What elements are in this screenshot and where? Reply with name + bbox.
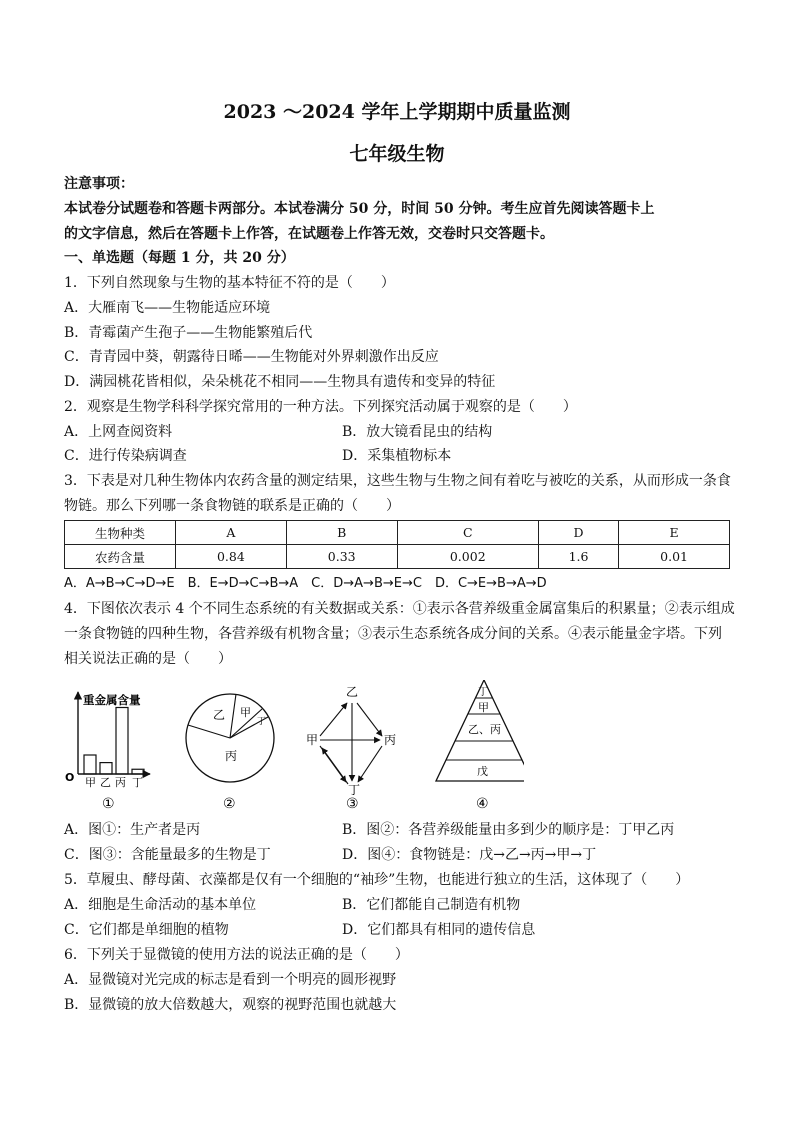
relation-arrow: [358, 746, 382, 782]
q3-options: A．A→B→C→D→E B．E→D→C→B→A C．D→A→B→E→C D．C→E→B→A→D: [64, 576, 547, 591]
figure-4-number: ④: [476, 796, 489, 812]
y-axis-label: 重金属含量: [83, 693, 141, 707]
q4-option-b: B．图②：各营养级能量由多到少的顺序是：丁甲乙丙: [342, 822, 675, 838]
q4-option-d: D．图④：食物链是：戊→乙→丙→甲→丁: [342, 847, 597, 863]
relation-arrow: [357, 703, 382, 736]
notes-line-1: 本试卷分试题卷和答题卡两部分。本试卷满分 50 分，时间 50 分钟。考生应首先阅读答题卡上: [64, 201, 655, 217]
figure-2-number: ②: [223, 796, 236, 812]
q4-figures: [64, 680, 524, 820]
origin-label: O: [65, 771, 75, 784]
table-row: [65, 521, 730, 545]
q2-option-c: C．进行传染病调查: [64, 448, 187, 464]
q4-option-c: C．图③：含能量最多的生物是丁: [64, 847, 271, 863]
pyramid-level: 乙、丙: [468, 723, 501, 736]
pesticide-table: [64, 520, 730, 569]
exam-subtitle: 七年级生物: [349, 143, 445, 165]
bar-label: 乙: [100, 776, 111, 789]
pie-label: 丙: [225, 749, 238, 763]
q4-option-a: A．图①：生产者是丙: [64, 822, 201, 838]
figure-4-pyramid: [436, 680, 524, 812]
q6-option-b: B．显微镜的放大倍数越大，观察的视野范围也就越大: [64, 997, 397, 1013]
q5-option-c: C．它们都是单细胞的植物: [64, 922, 229, 938]
q1-option-b: B．青霉菌产生孢子——生物能繁殖后代: [64, 325, 313, 341]
figure-1-number: ①: [102, 796, 115, 812]
notes-heading: 注意事项：: [64, 176, 134, 192]
notes-line-2: 的文字信息，然后在答题卡上作答，在试题卷上作答无效，交卷时只交答题卡。: [64, 226, 554, 242]
q6-option-a: A．显微镜对光完成的标志是看到一个明亮的圆形视野: [64, 972, 397, 988]
pyramid-level: 甲: [478, 701, 489, 714]
figure-2-pie: [186, 694, 274, 812]
table-cell: 0.01: [619, 545, 730, 569]
q5-row-1: [64, 895, 734, 915]
q5-row-2: [64, 920, 734, 940]
table-cell: D: [538, 521, 618, 545]
figure-3-number: ③: [346, 796, 359, 812]
section-1-heading: 一、单选题（每题 1 分，共 20 分）: [64, 250, 295, 266]
q5-option-b: B．它们都能自己制造有机物: [342, 897, 521, 913]
node-label: 乙: [346, 685, 359, 699]
q2-row-1: [64, 422, 734, 442]
pie-divider: [230, 694, 236, 738]
bar: [84, 755, 96, 774]
bar-label: 甲: [85, 776, 96, 789]
q2-option-d: D．采集植物标本: [342, 448, 452, 464]
q3-stem-2: 物链。那么下列哪一条食物链的联系是正确的（ ）: [64, 498, 400, 514]
bar-label: 丁: [132, 776, 143, 789]
q2-stem: 2．观察是生物学科科学探究常用的一种方法。下列探究活动属于观察的是（ ）: [64, 399, 577, 415]
q1-stem: 1．下列自然现象与生物的基本特征不符的是（ ）: [64, 275, 395, 291]
table-cell: 1.6: [538, 545, 618, 569]
node-label: 丁: [348, 783, 361, 797]
pie-label: 甲: [240, 706, 251, 719]
table-cell: 0.84: [176, 545, 287, 569]
q5-option-d: D．它们都具有相同的遗传信息: [342, 922, 536, 938]
q6-stem: 6．下列关于显微镜的使用方法的说法正确的是（ ）: [64, 947, 409, 963]
table-cell: A: [176, 521, 287, 545]
pyramid-level: 丁: [478, 687, 488, 698]
node-label: 甲: [306, 733, 319, 747]
table-row-label: 生物种类: [65, 521, 176, 545]
q1-option-d: D．满园桃花皆相似，朵朵桃花不相同——生物具有遗传和变异的特征: [64, 374, 496, 390]
bar-label: 丙: [115, 776, 126, 789]
bar: [132, 769, 144, 774]
table-cell: 0.33: [286, 545, 397, 569]
relation-arrow: [322, 748, 348, 784]
q2-option-b: B．放大镜看昆虫的结构: [342, 424, 493, 440]
q4-stem-3: 相关说法正确的是（ ）: [64, 651, 232, 667]
pie-label: 乙: [213, 708, 226, 722]
q2-row-2: [64, 446, 734, 466]
figure-1-bar-chart: [65, 692, 150, 812]
q1-option-a: A．大雁南飞——生物能适应环境: [64, 300, 271, 316]
relation-arrow: [320, 703, 347, 736]
pie-label: 丁: [257, 717, 267, 727]
table-cell: B: [286, 521, 397, 545]
table-cell: C: [397, 521, 538, 545]
q5-stem: 5．草履虫、酵母菌、衣藻都是仅有一个细胞的“袖珍”生物，也能进行独立的生活，这体现了（ ）: [64, 872, 690, 888]
q4-stem-2: 一条食物链的四种生物，各营养级有机物含量；③表示生态系统各成分间的关系。④表示能量金字塔。下列: [64, 626, 722, 642]
table-row-label: 农药含量: [65, 545, 176, 569]
q2-option-a: A．上网查阅资料: [64, 424, 173, 440]
figure-3-relations: [306, 685, 396, 812]
q3-stem-1: 3．下表是对几种生物体内农药含量的测定结果，这些生物与生物之间有着吃与被吃的关系，从而形成一条食: [64, 473, 731, 489]
exam-title: 2023 ～2024 学年上学期期中质量监测: [223, 101, 571, 123]
table-cell: 0.002: [397, 545, 538, 569]
node-label: 丙: [384, 733, 397, 747]
table-row: [65, 545, 730, 569]
bar: [116, 708, 128, 775]
q4-stem-1: 4．下图依次表示 4 个不同生态系统的有关数据或关系：①表示各营养级重金属富集后的积累量；②表示组成: [64, 601, 735, 617]
bar: [100, 763, 112, 774]
pyramid-level: 戊: [477, 765, 488, 778]
pie-divider: [188, 725, 230, 738]
table-cell: E: [619, 521, 730, 545]
q4-row-2: [64, 845, 734, 865]
q4-row-1: [64, 820, 734, 840]
q1-option-c: C．青青园中葵，朝露待日晞——生物能对外界刺激作出反应: [64, 349, 439, 365]
q5-option-a: A．细胞是生命活动的基本单位: [64, 897, 257, 913]
